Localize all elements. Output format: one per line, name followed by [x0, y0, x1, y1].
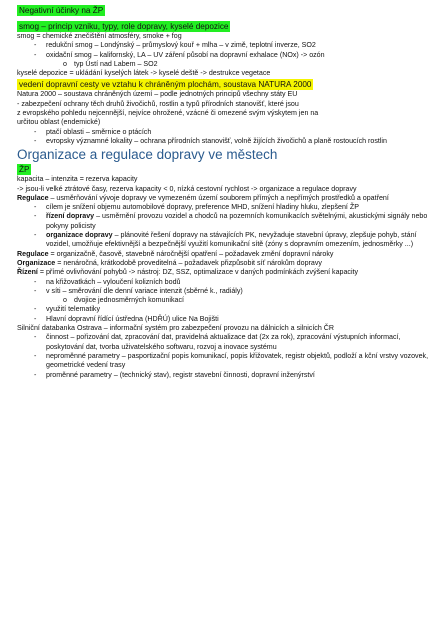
list-item: - evropsky významné lokality – ochrana přírodních stanovišť, volně žijících živočichů a planě rostoucích rostlin: [17, 137, 437, 146]
regulation-definition: Regulace – usměrňování vývoje dopravy ve vymezeném území souborem přímých a nepřímých prostředků a opatření: [17, 193, 389, 202]
list-item: - Hlavní dopravní řídící ústředna (HDŘÚ) ulice Na Bojišti: [17, 315, 437, 324]
list-item: - cílem je snížení objemu automobilové dopravy, preference MHD, snížení hladiny hluku, zlepšení ŽP: [17, 203, 437, 212]
heading-negative-effects: Negativní účinky na ŽP: [19, 6, 104, 15]
ostrava-database: Silniční databanka Ostrava – informační systém pro zabezpečení provozu na dálnicích a silnicích ČR: [17, 324, 335, 333]
heading-organization: Organizace a regulace dopravy ve městech: [17, 147, 278, 163]
list-item: - neproměnné parametry – pasportizační popis komunikací, popis křižovatek, registr objektů, podloží a kční vrstvy vozovek, geometrické vedení trasy: [17, 352, 437, 371]
list-item: - využití telematiky: [17, 305, 437, 314]
section-smog-title: smog – princip vzniku, typy, role dopravy, kyselé depozice: [19, 22, 229, 31]
control-line: Řízení = přímé ovlivňování pohybů -> nástroj: DZ, SSZ, optimalizace v daných podmínkách zvýšení kapacity: [17, 268, 359, 277]
list-item: - činnost – pořizování dat, zpracování dat, pravidelná aktualizace dat (2x za rok), zpracování výstupních informací, poskytování dat, tvorba uživatelského softwaru, rozvoj a inovace systému: [17, 333, 437, 352]
capacity-line: kapacita – intenzita = rezerva kapacity: [17, 175, 138, 184]
natura-line: určitou oblast (endemické): [17, 118, 101, 127]
document-page: [17, 4, 437, 380]
list-item: - organizace dopravy – plánovité řešení dopravy na stávajících PK, nevyžaduje stavební úpravy, zlepšuje pohyb, stání vozidel, umožňuje efektivnější a bezpečnější využití komunikační sítě (zóny s dopravním omezením, jednosměrky ...): [17, 231, 437, 250]
list-item: - proměnné parametry – (technický stav), registr stavební činnosti, dopravní inženýrství: [17, 371, 437, 380]
regulation-line: Regulace = organizačně, časově, stavebně náročnější opatření – požadavek změní dopravní nároky: [17, 249, 334, 258]
natura-line: z evropského pohledu nejcennější, nejvíce ohrožené, vzácné či omezené svým výskytem jen na: [17, 109, 319, 118]
smog-definition: smog = chemické znečištění atmosféry, smoke + fog: [17, 32, 182, 40]
list-item: - v síti – směrování dle denní variace intenzit (sběrné k., radiály): [17, 287, 437, 296]
section-zp-title: ŽP: [19, 165, 30, 175]
capacity-line-2: -> jsou-li velké ztrátové časy, rezerva kapacity < 0, nízká cestovní rychlost -> organizace a regulace dopravy: [17, 184, 357, 193]
sub-list-item: o typ Ústí nad Labem – SO2: [17, 60, 437, 69]
term: Regulace: [17, 193, 49, 202]
sub-list-item: o dvojice jednosměrných komunikací: [17, 296, 437, 305]
list-item: - řízení dopravy – usměrnění provozu vozidel a chodců na pozemních komunikacích světelnými, akustickými signály nebo pokyny policisty: [17, 212, 437, 231]
list-item: - ptačí oblasti – směrnice o ptácích: [17, 128, 437, 137]
list-item: - oxidační smog – kalifornský, LA – UV záření působí na dopravní exhalace (NOx) -> ozón: [17, 51, 437, 60]
natura-line: - zabezpečení ochrany těch druhů živočichů, rostlin a typů přírodních stanovišť, které jsou: [17, 99, 299, 108]
list-item: - na křižovatkách – vyloučení kolizních bodů: [17, 278, 437, 287]
organization-line: Organizace = nenáročná, krátkodobě proveditelná – požadavek přizpůsobit síť nárokům dopravy: [17, 258, 322, 267]
section-natura-title: vedení dopravní cesty ve vztahu k chráněným plochám, soustava NATURA 2000: [19, 80, 312, 90]
acid-deposition: kyselé depozice = ukládání kyselých látek -> kyselé deště -> destrukce vegetace: [17, 69, 271, 78]
natura-line: Natura 2000 – soustava chráněných území – podle jednotných principů všechny státy EU: [17, 90, 298, 99]
list-item: - redukční smog – Londýnský – průmyslový kouř + mlha – v zimě, teplotní inverze, SO2: [17, 41, 437, 50]
